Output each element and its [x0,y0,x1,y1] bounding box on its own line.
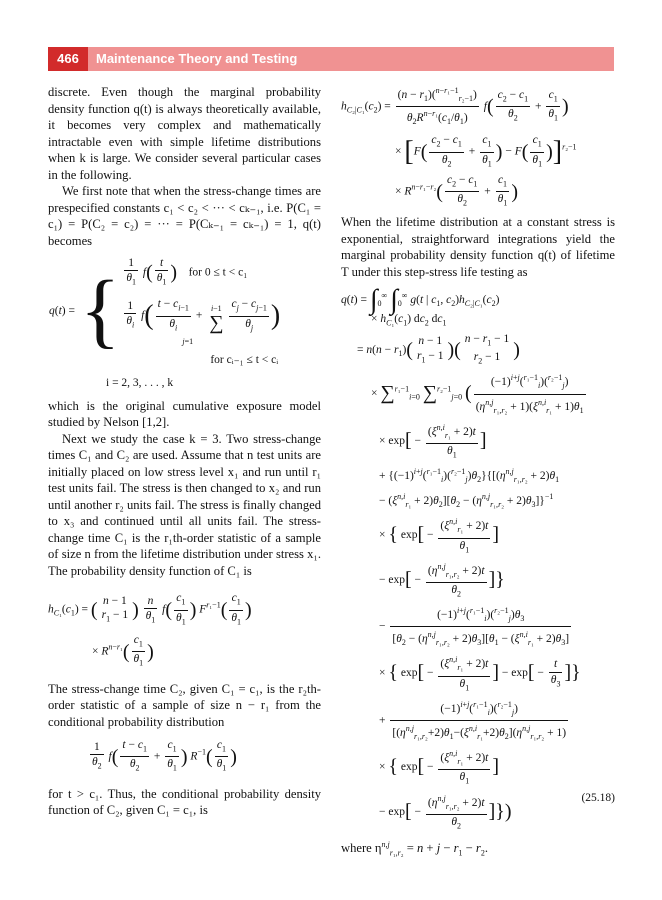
equation-hc2-given-c1: $h_{C_2|C_1}(c_2)$ = $\frac{(n - r_1)(^{n-r_1-1}_{r_2-1})}{\theta_2R^{n-r_1}(c_1/\theta_1)}$ f( $\frac{c_2 - c_1}{\theta_2}$ + $\frac{c_1}{\theta_1}$ ) × [F( $\frac{c_2 - c_1}{\theta_2}$ + $\frac{c_1}{\theta_1}$ ) − F( $\frac{c_1}{\theta_1}$ )]$^{r_2-1}$ × $R^{n-r_1-r_2}$( $\frac{c_2 - c_1}{\theta_2}$ + $\frac{c_1}{\theta_1}$ ) [341,84,615,210]
page-number: 466 [48,47,88,71]
index-range: i = 2, 3, . . . , k [106,376,174,389]
paragraph: discrete. Even though the marginal probability density function q(t) is always theoretically available, it becomes very complex and mathematically intractable even with simple lifetime distributions when k is large. We consider several particular cases in the following. [48,85,321,182]
paragraph: which is the original cumulative exposure model studied by Nelson [1,2]. [48,398,321,430]
equation-marginal-q: $q(t) = \int_0^\infty$ $\int_0^\infty$ g(t | $c_1$, $c_2)h_{C_2|C_1}(c_2)$ × $h_{C_1}(c_1)$ $dc_2$ $dc_1$ = $n(n - r_1)$( n − 1 $r_1 - 1$ )( $n - r_1 - 1$ $r_2 - 1$ ) × ∑$^{r_1-1}_{i=0}$ ∑$^{r_2-1}_{j=0}$ ( $\frac{(-1)^{i+j}(^{r_1-1}_i)(^{r_2-1}_j)}{(\eta^{n,j}_{r_1,r_2} + 1)(\xi^{n,i}_{r_1} + 1)\theta_1}$ × exp[ − $\frac{(\xi^{n,i}_{r_1} + 2)t}{\theta_1}$ ] + $\{(-1)^{i+j}(^{r_1-1}_i)(^{r_2-1}_j)\theta_2\}\{[(\eta^{n,j}_{r_1,r_2} + 2)\theta_1$ − $(\xi^{n,i}_{r_1} + 2)\theta_2][\theta_2 - (\eta^{n,j}_{r_1,r_2} + 2)\theta_3]\}^{-1}$ × { exp[ − $\frac{(\xi^{n,i}_{r_1} + 2)t}{\theta_1}$ ] − exp[ − $\frac{(\eta^{n,j}_{r_1,r_2} + 2)t}{\theta_2}$ ]} − $\frac{(-1)^{i+j}(^{r_1-1}_i)(^{r_2-1}_j)\theta_3}{[\theta_2 - (\eta^{n,j}_{r_1,r_2} + 2)\theta_3][\theta_1 - (\xi^{n,i}_{r_1} + 2)\theta_3]}$ × { exp[ − $\frac{(\xi^{n,i}_{r_1} + 2)t}{\theta_1}$ ] − exp[ − $\frac{t}{\theta_3}$ ]} + $\frac{(-1)^{i+j}(^{r_1-1}_i)(^{r_2-1}_j)}{[(\eta^{n,j}_{r_1,r_2}+2)\theta_1-(\xi^{n,i}_{r_1}+2)\theta_2](\eta^{n,j}_{r_1,r_2} + 1)}$ × { exp[ − $\frac{(\xi^{n,i}_{r_1} + 2)t}{\theta_1}$ ] − exp[ − $\frac{(\eta^{n,j}_{r_1,r_2} + 2)t}{\theta_2}$ ]}) (25.18) [341,288,615,833]
paragraph: When the lifetime distribution at a constant stress is exponential, straightforward integrations yield the marginal probability density function q(t) of lifetime T under this step-stress life testing as [341,215,615,279]
running-title: Maintenance Theory and Testing [88,47,614,71]
running-header [48,47,614,71]
right-column [341,84,615,862]
equation-hc1: $h_{C_1}(c_1)$ = ( n − 1 $r_1 - 1$ ) $\frac{n}{\theta_1}$ f( $\frac{c_1}{\theta_1}$ ) $F^{r_1-1}$( $\frac{c_1}{\theta_1}$ ) × $R^{n-r_1}$( $\frac{c_1}{\theta_1}$ ) [48,591,321,670]
paragraph: We first note that when the stress-change times are prespecified constants c₁ < c₂ < ··· < cₖ₋₁, i.e. P(C₁ = c₁) = P(C₂ = c₂) = ··· = P(Cₖ₋₁ = cₖ₋₁) = 1, q(t) becomes [48,184,321,248]
equation-number: (25.18) [581,791,615,804]
where-text: where η [341,841,382,856]
where-clause: where $\eta^{n,j}_{r_1,r_2} = n + j - r_1 - r_2$. [341,839,488,858]
condition-text: for 0 ≤ t < c₁ [188,266,248,279]
equation-q-cases: q(t) = { $\frac{1}{\theta_1}$ f( $\frac{t}{\theta_1}$ ) for 0 ≤ t < c₁ $\frac{1}{\theta_i}$ f( $\frac{t - c_{i-1}}{\theta_i}$ + i−1 ∑ $\frac{c_j - c_{j-1}}{\theta_j}$ ) j=1 for cᵢ₋₁ ≤ t < cᵢ i = 2, 3, . . . , k [48,255,321,390]
paragraph: for t > c₁. Thus, the conditional probability density function of C₂, given C₁ = c₁, is [48,786,321,818]
paragraph: Next we study the case k = 3. Two stress-change times C₁ and C₂ are used. Assume that n test units are initially placed on low stress level x₁ and run until r₁ test units fail. The stress is then changed to x₂ and run until another r₂ units fail. The stress is finally changed to x₃ and continued until all units fail. The stress-change time C₁ is the r₁th-order statistic of a sample of size n from the lifetime distribution under stress x₁. The probability density function of C₁ is [48,431,321,578]
equation-conditional: $\frac{1}{\theta_2}$ f( $\frac{t - c_1}{\theta_2}$ + $\frac{c_1}{\theta_1}$ ) $R^{-1}$( $\frac{c_1}{\theta_1}$ ) [48,738,321,776]
condition-text: for cᵢ₋₁ ≤ t < cᵢ [210,353,279,366]
paragraph: The stress-change time C₂, given C₁ = c₁, is the r₂th-order statistic of a sample of size n − r₁ from the conditional probability distribution [48,681,321,729]
left-column [48,84,321,819]
